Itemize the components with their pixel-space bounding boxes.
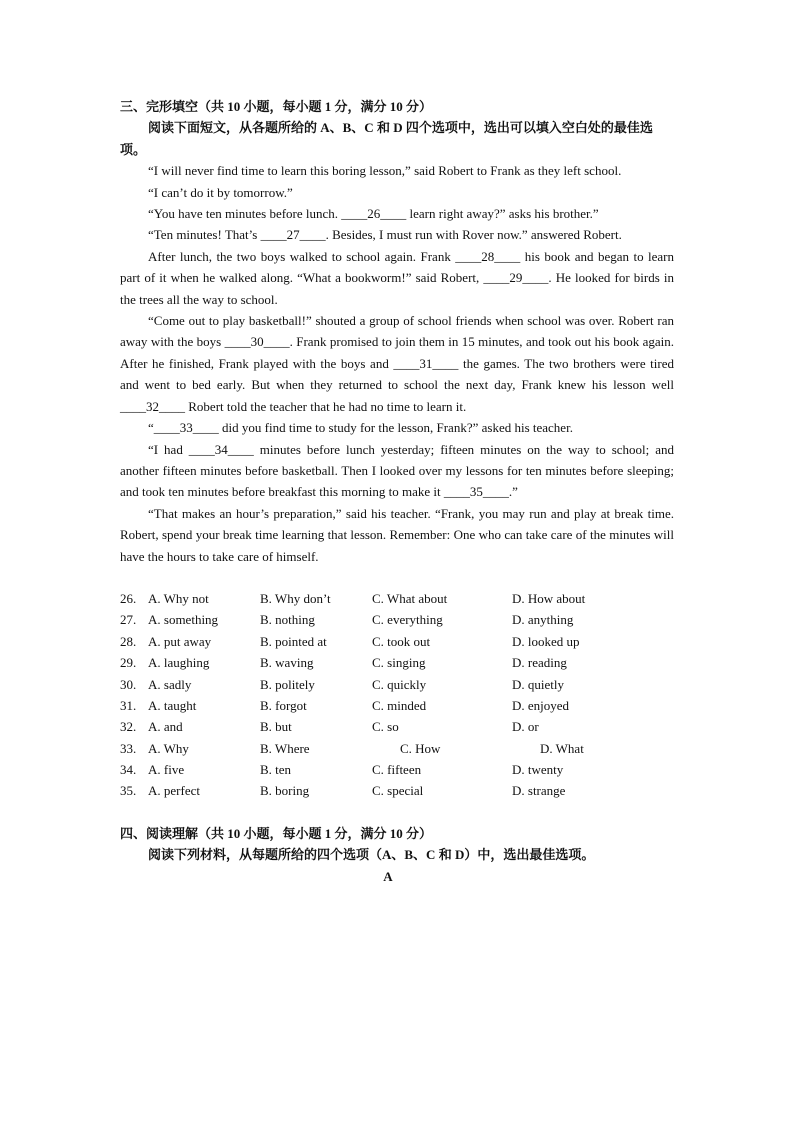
option-row-27	[120, 609, 674, 630]
option-b: B. nothing	[260, 612, 315, 628]
option-d: D. looked up	[512, 633, 580, 649]
option-b: B. waving	[260, 655, 314, 671]
option-d: D. anything	[512, 612, 574, 628]
option-c: C. What about	[372, 590, 448, 606]
option-row-30	[120, 674, 674, 695]
option-row-29	[120, 652, 674, 673]
question-number: 27.	[120, 612, 137, 628]
option-d: D. enjoyed	[512, 697, 570, 713]
option-row-26	[120, 588, 674, 609]
option-a: A. something	[148, 612, 219, 628]
option-c: C. minded	[372, 697, 427, 713]
option-row-32	[120, 716, 674, 737]
option-b: B. forgot	[260, 697, 307, 713]
option-c: C. everything	[372, 612, 443, 628]
question-number: 31.	[120, 697, 137, 713]
question-number: 26.	[120, 590, 137, 606]
question-number: 34.	[120, 762, 137, 778]
option-b: B. Where	[260, 740, 310, 756]
option-a: A. put away	[148, 633, 212, 649]
exam-page	[120, 96, 674, 887]
option-b: B. pointed at	[260, 633, 327, 649]
passage-paragraph: “I will never find time to learn this boring lesson,” said Robert to Frank as they left school.	[148, 163, 622, 179]
option-b: B. but	[260, 719, 292, 735]
option-b: B. ten	[260, 762, 292, 778]
question-number: 32.	[120, 719, 137, 735]
option-b: B. politely	[260, 676, 315, 692]
question-number: 33.	[120, 740, 137, 756]
passage-paragraph: “____33____ did you find time to study for the lesson, Frank?” asked his teacher.	[148, 420, 573, 436]
option-b: B. Why don’t	[260, 590, 331, 606]
passage-paragraph: “You have ten minutes before lunch. ____26____ learn right away?” asks his brother.”	[148, 206, 599, 222]
option-d: D. twenty	[512, 762, 564, 778]
passage-paragraph: “Ten minutes! That’s ____27____. Besides, I must run with Rover now.” answered Robert.	[148, 227, 622, 243]
section-3-heading: 三、完形填空（共 10 小题，每小题 1 分，满分 10 分）	[120, 99, 433, 114]
option-c: C. special	[372, 783, 424, 799]
option-c: C. quickly	[372, 676, 427, 692]
option-d: D. strange	[512, 783, 566, 799]
option-row-35	[120, 780, 674, 801]
passage-paragraph: After lunch, the two boys walked to school again. Frank ____28____ his book and began to learn part of it when he walked along. “What a bookworm!” said Robert, ____29____. He looked for birds in the trees all the way to school.	[120, 248, 674, 307]
option-d: D. or	[512, 719, 539, 735]
option-row-34	[120, 759, 674, 780]
question-number: 30.	[120, 676, 137, 692]
option-c: C. took out	[372, 633, 431, 649]
section-3-instruction: 阅读下面短文，从各题所给的 A、B、C 和 D 四个选项中，选出可以填入空白处的最佳选项。	[120, 120, 653, 157]
section-4-instruction: 阅读下列材料，从每题所给的四个选项（A、B、C 和 D）中，选出最佳选项。	[148, 847, 595, 863]
option-c: C. fifteen	[372, 762, 422, 778]
option-a: A. and	[148, 719, 183, 735]
option-d: D. How about	[512, 590, 586, 606]
section-4	[120, 823, 674, 887]
option-d: D. reading	[512, 655, 567, 671]
option-row-28	[120, 631, 674, 652]
option-a: A. sadly	[148, 676, 192, 692]
passage-paragraph: “I had ____34____ minutes before lunch yesterday; fifteen minutes on the way to school; and another fifteen minutes before basketball. Then I looked over my lessons for ten minutes before sleeping; and took ten minutes before breakfast this morning to make it ____35____.”	[120, 441, 674, 500]
part-label: A	[383, 868, 393, 884]
option-a: A. perfect	[148, 783, 200, 799]
option-b: B. boring	[260, 783, 310, 799]
answer-options	[120, 588, 674, 802]
option-row-33	[120, 738, 674, 759]
option-d: D. What	[540, 740, 584, 756]
passage-paragraph: “Come out to play basketball!” shouted a group of school friends when school was over. Robert ran away with the boys ____30____. Frank promised to join them in 15 minutes, and took out his book again. After he finished, Frank played with the boys and ____31____ the games. The two brothers were tired and went to bed early. But when they returned to school the next day, Frank knew his lesson well ____32____ Robert told the teacher that he had no time to learn it.	[120, 313, 674, 414]
option-row-31	[120, 695, 674, 716]
question-number: 28.	[120, 633, 137, 649]
section-4-heading: 四、阅读理解（共 10 小题，每小题 1 分，满分 10 分）	[120, 825, 433, 841]
option-a: A. laughing	[148, 655, 210, 671]
question-number: 29.	[120, 655, 137, 671]
option-a: A. Why	[148, 740, 189, 756]
option-a: A. Why not	[148, 590, 209, 606]
question-number: 35.	[120, 783, 137, 799]
option-c: C. so	[372, 719, 399, 735]
passage-paragraph: “I can’t do it by tomorrow.”	[148, 184, 293, 200]
option-c: C. How	[400, 740, 441, 756]
option-a: A. five	[148, 762, 185, 778]
option-a: A. taught	[148, 697, 197, 713]
option-c: C. singing	[372, 655, 426, 671]
option-d: D. quietly	[512, 676, 564, 692]
passage-paragraph: “That makes an hour’s preparation,” said his teacher. “Frank, you may run and play at break time. Robert, spend your break time learning that lesson. Remember: One who can take care of the minutes will have the hours to take care of himself.	[120, 505, 674, 564]
